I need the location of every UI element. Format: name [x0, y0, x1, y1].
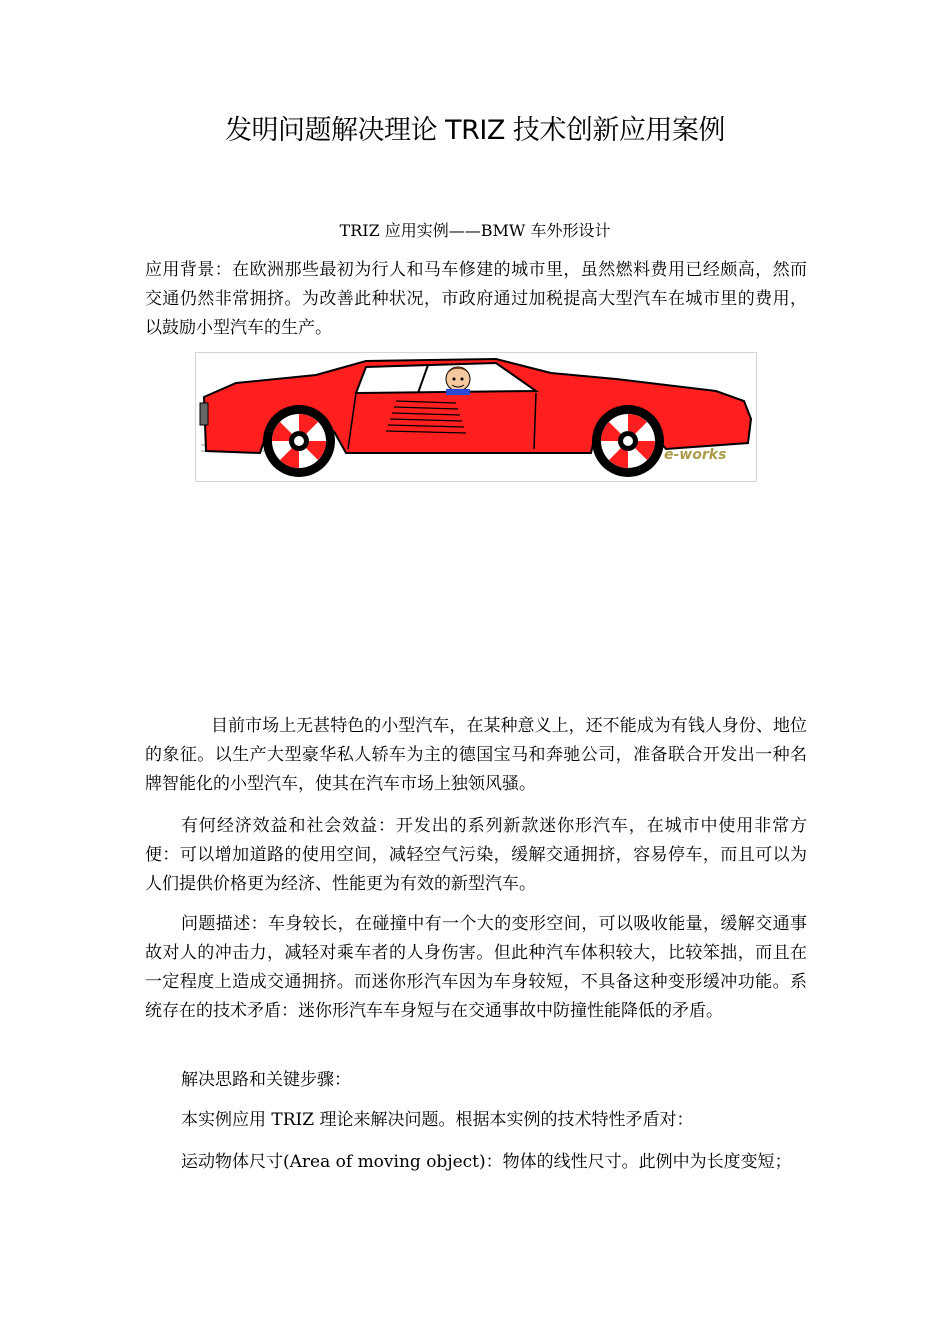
background-paragraph: 应用背景：在欧洲那些最初为行人和马车修建的城市里，虽然燃料费用已经颇高，然而交通仍然非常拥挤。为改善此种状况，市政府通过加税提高大型汽车在城市里的费用，以鼓励小型汽车的生产。 — [145, 260, 807, 338]
document-title: 发明问题解决理论 TRIZ 技术创新应用案例 — [225, 115, 725, 146]
driver-figure — [446, 367, 470, 395]
red-sports-car-image — [196, 353, 756, 481]
parameter-paragraph: 运动物体尺寸(Area of moving object)：物体的线性尺寸。此例中为长度变短； — [181, 1152, 792, 1172]
rear-wheel — [592, 405, 664, 477]
method-paragraph: 本实例应用 TRIZ 理论来解决问题。根据本实例的技术特性矛盾对： — [181, 1110, 694, 1130]
benefit-paragraph: 有何经济效益和社会效益：开发出的系列新款迷你形汽车，在城市中使用非常方便：可以增加道路的使用空间，减轻空气污染，缓解交通拥挤，容易停车，而且可以为人们提供价格更为经济、性能更为有效的新型汽车。 — [145, 816, 807, 894]
e-works-watermark: e-works — [664, 447, 727, 463]
problem-paragraph: 问题描述：车身较长，在碰撞中有一个大的变形空间，可以吸收能量，缓解交通事故对人的冲击力，减轻对乘车者的人身伤害。但此种汽车体积较大，比较笨拙，而且在一定程度上造成交通拥挤。而迷你形汽车因为车身较短，不具备这种变形缓冲功能。系统存在的技术矛盾：迷你形汽车车身短与在交通事故中防撞性能降低的矛盾。 — [145, 914, 807, 1021]
car-figure — [195, 352, 757, 482]
approach-paragraph: 解决思路和关键步骤： — [181, 1070, 351, 1090]
case-subtitle: TRIZ 应用实例——BMW 车外形设计 — [339, 221, 611, 240]
market-paragraph: 目前市场上无甚特色的小型汽车，在某种意义上，还不能成为有钱人身份、地位的象征。以生产大型豪华私人轿车为主的德国宝马和奔驰公司，准备联合开发出一种名牌智能化的小型汽车，使其在汽车市场上独领风骚。 — [145, 716, 807, 794]
front-wheel — [263, 405, 335, 477]
